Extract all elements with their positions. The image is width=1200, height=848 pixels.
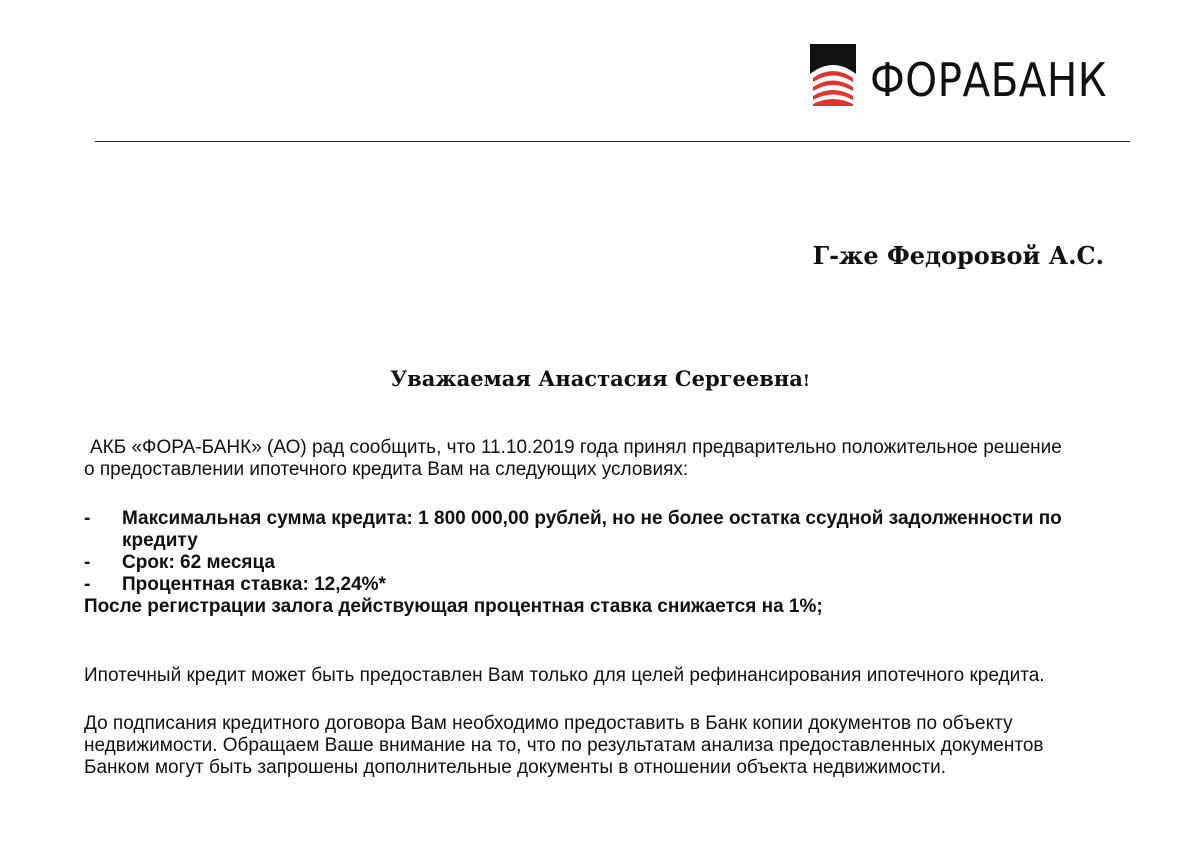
greeting-punct: ! [802,371,810,390]
header-divider [95,141,1130,142]
bank-name-logo: ФОРАБАНК [870,53,1107,107]
bank-logo-icon [810,44,856,106]
condition-item [84,508,1114,552]
intro-paragraph [84,437,1114,481]
intro-line-1: АКБ «ФОРА-БАНК» (АО) рад сообщить, что 11.10.2019 года принял предварительно положительное решение [90,437,1062,458]
condition-item [84,574,1114,596]
greeting-text: Уважаемая Анастасия Сергеевна [390,366,803,391]
condition-item [84,552,1114,574]
condition-bullet: - [84,508,91,529]
intro-line-2: о предоставлении ипотечного кредита Вам на следующих условиях: [84,459,689,480]
documents-paragraph: До подписания кредитного договора Вам необходимо предоставить в Банк копии документов по объекту недвижимости. Обращаем Ваше внимание на то, что по результатам анализа предоставленных документов Банком могут быть запрошены дополнительные документы в отношении объекта недвижимости. [84,713,1044,778]
recipient-name: Г-же Федоровой А.С. [812,241,1104,270]
greeting-heading [0,364,1200,396]
condition-rate: Процентная ставка: 12,24%* [122,574,386,595]
condition-bullet: - [84,574,91,595]
condition-term: Срок: 62 месяца [122,552,275,573]
loan-conditions [84,508,1114,618]
condition-note: После регистрации залога действующая процентная ставка снижается на 1%; [84,596,823,617]
condition-bullet: - [84,552,91,573]
condition-max-amount: Максимальная сумма кредита: 1 800 000,00 рублей, но не более остатка ссудной задолженности по кредиту [122,508,1062,551]
refinance-paragraph: Ипотечный кредит может быть предоставлен Вам только для целей рефинансирования ипотечного кредита. [84,665,1045,686]
